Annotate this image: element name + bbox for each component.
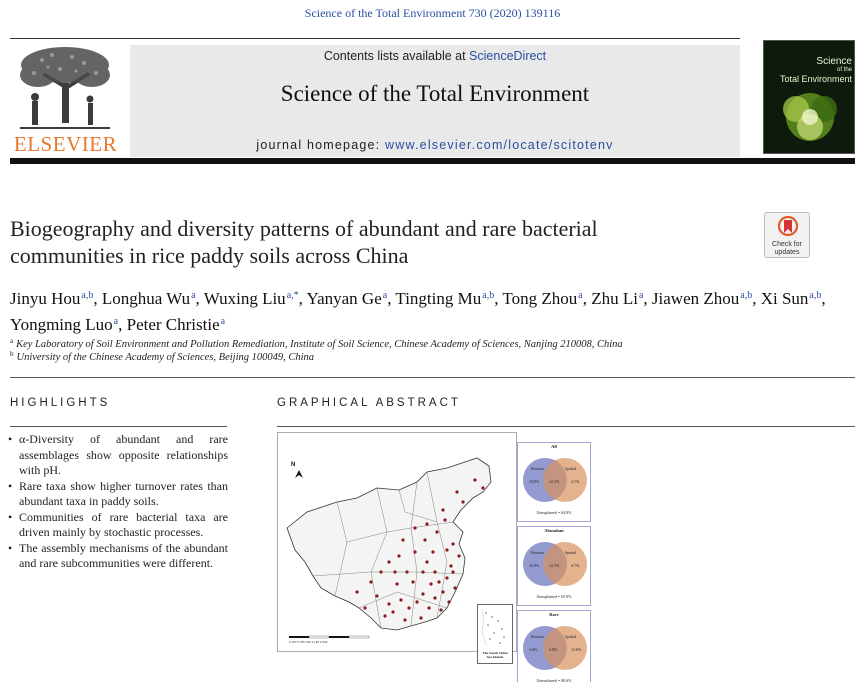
sampling-site-dot	[461, 500, 464, 503]
author-separator: ,	[387, 289, 396, 308]
sampling-site-dot	[431, 550, 434, 553]
author-affiliation-marker[interactable]: a,*	[286, 290, 299, 301]
sampling-site-dot	[441, 590, 444, 593]
contents-line	[130, 49, 740, 63]
author-name[interactable]: Yanyan Ge	[306, 289, 382, 308]
sampling-site-dot	[411, 580, 414, 583]
south-china-sea-inset	[477, 604, 513, 664]
sampling-site-dot	[425, 522, 428, 525]
sampling-site-dot	[405, 570, 408, 573]
author-name[interactable]: Xi Sun	[760, 289, 809, 308]
homepage-line	[130, 138, 740, 152]
venn-right-label: Spatial	[565, 466, 577, 471]
check-updates-label	[765, 241, 809, 257]
graphical-abstract-rule	[277, 426, 855, 427]
sampling-site-dot	[393, 570, 396, 573]
venn-overlap-value: 12.1%	[549, 479, 560, 484]
venn-left-label: Environ.	[531, 550, 545, 555]
journal-header-band	[130, 45, 740, 157]
bookmark-refresh-icon	[778, 216, 798, 240]
inset-map-icon	[478, 605, 512, 649]
sampling-site-dot	[387, 602, 390, 605]
author-affiliation-marker[interactable]: a	[638, 290, 644, 301]
inset-label-line2: Sea Islands	[486, 655, 504, 659]
venn-left-value: 19.0%	[529, 479, 540, 484]
cover-title-line1: Science	[816, 56, 852, 67]
author-affiliation-marker[interactable]: a,b	[809, 290, 822, 301]
author-name[interactable]: Jinyu Hou	[10, 289, 81, 308]
author-affiliation-marker[interactable]: a	[191, 290, 196, 301]
check-updates-line1: Check for	[772, 241, 802, 248]
sampling-site-dot	[413, 550, 416, 553]
sampling-site-dot	[407, 606, 410, 609]
venn-unexplained: Unexplained = 65.9%	[536, 594, 572, 599]
sampling-site-dot	[437, 580, 440, 583]
sampling-site-dot	[413, 526, 416, 529]
venn-right-value: 12.0%	[571, 647, 582, 652]
highlight-item: • α-Diversity of abundant and rare assemblages show opposite relationships with pH.	[8, 432, 228, 479]
sampling-site-dot	[429, 582, 432, 585]
author-name[interactable]: Yongming Luo	[10, 315, 113, 334]
author-name[interactable]: Wuxing Liu	[203, 289, 286, 308]
sampling-site-dot	[433, 596, 436, 599]
author-separator: ,	[195, 289, 204, 308]
author-name[interactable]: Peter Christie	[126, 315, 220, 334]
venn-right-label: Spatial	[565, 634, 577, 639]
sampling-site-dot	[449, 564, 452, 567]
cover-title-line2: of the	[836, 67, 852, 73]
author-affiliation-marker[interactable]: a,b	[740, 290, 753, 301]
cover-artwork-icon	[772, 87, 848, 147]
sampling-site-dot	[423, 538, 426, 541]
venn-unexplained: Unexplained = 80.6%	[536, 678, 572, 682]
sampling-site-dot	[451, 542, 454, 545]
header-top-rule	[10, 38, 740, 39]
venn-left-value: 3.6%	[529, 647, 538, 652]
sampling-site-dot	[447, 600, 450, 603]
sampling-site-dot	[355, 590, 358, 593]
highlights-heading: HIGHLIGHTS	[10, 397, 111, 409]
contents-prefix: Contents lists available at	[323, 49, 470, 63]
author-separator: ,	[752, 289, 761, 308]
homepage-prefix: journal homepage:	[256, 138, 386, 152]
sampling-site-dot	[419, 616, 422, 619]
sampling-site-dot	[383, 614, 386, 617]
affiliation-text-b: University of the Chinese Academy of Sciences, Beijing 100049, China	[16, 352, 315, 363]
sampling-site-dot	[387, 560, 390, 563]
author-name[interactable]: Tingting Mu	[395, 289, 482, 308]
venn-overlap-value: 12.5%	[549, 563, 560, 568]
publisher-name: ELSEVIER	[13, 132, 118, 156]
venn-left-value: 16.9%	[529, 563, 540, 568]
author-separator: ,	[118, 315, 127, 334]
author-separator: ,	[298, 289, 307, 308]
author-affiliation-marker[interactable]: a	[382, 290, 388, 301]
venn-panel-rare	[517, 610, 591, 682]
scale-labels: 0 187.5 375 750 1,125 1,500	[289, 640, 328, 644]
sampling-site-dot	[481, 486, 484, 489]
author-separator: ,	[582, 289, 592, 308]
venn-unexplained: Unexplained = 64.8%	[536, 510, 572, 515]
sampling-site-dot	[443, 518, 446, 521]
affiliation-text-a: Key Laboratory of Soil Environment and Pollution Remediation, Institute of Soil Science, Chinese Academy of Sciences, Nanjing 210008, China	[16, 339, 623, 350]
author-name[interactable]: Tong Zhou	[502, 289, 578, 308]
graphical-abstract-heading: GRAPHICAL ABSTRACT	[277, 397, 461, 409]
sampling-site-dot	[455, 490, 458, 493]
sampling-site-dot	[379, 570, 382, 573]
sampling-site-dot	[427, 606, 430, 609]
sampling-site-dot	[369, 580, 372, 583]
affiliation-key-b: b	[10, 350, 14, 358]
article-title	[10, 215, 730, 269]
check-updates-line2: updates	[774, 249, 800, 256]
highlights-rule	[10, 426, 227, 427]
author-affiliation-marker[interactable]: a	[113, 316, 119, 327]
scale-bar	[289, 636, 369, 638]
author-affiliation-marker[interactable]: a	[578, 290, 583, 301]
sciencedirect-link[interactable]: ScienceDirect	[469, 49, 547, 63]
highlight-item: • Communities of rare bacterial taxa are driven mainly by stochastic processes.	[8, 510, 228, 541]
sampling-site-dot	[445, 548, 448, 551]
affiliation-b	[10, 350, 314, 363]
sampling-site-dot	[421, 570, 424, 573]
journal-citation[interactable]: Science of the Total Environment 730 (2020) 139116	[304, 6, 561, 20]
affiliation-a	[10, 337, 623, 350]
north-arrow-icon	[295, 470, 303, 478]
journal-title: Science of the Total Environment	[280, 81, 590, 106]
sampling-site-dot	[397, 554, 400, 557]
header-bottom-rule	[10, 158, 855, 164]
sampling-site-dot	[375, 594, 378, 597]
inset-label-line1: The South China	[482, 651, 508, 655]
sampling-site-dot	[425, 560, 428, 563]
cover-title-line3: Total Environment	[779, 74, 852, 84]
section-divider	[10, 377, 855, 378]
author-name[interactable]: Zhu Li	[591, 289, 638, 308]
sampling-site-dot	[473, 478, 476, 481]
sampling-site-dot	[445, 576, 448, 579]
sampling-site-dot	[451, 570, 454, 573]
graphical-abstract-figure[interactable]	[277, 432, 607, 682]
highlight-item: • The assembly mechanisms of the abundant and rare subcommunities were different.	[8, 541, 228, 572]
sampling-site-dot	[401, 538, 404, 541]
homepage-link[interactable]: www.elsevier.com/locate/scitotenv	[385, 138, 614, 152]
sampling-site-dot	[395, 582, 398, 585]
sampling-site-dot	[403, 618, 406, 621]
sampling-site-dot	[363, 606, 366, 609]
check-for-updates-button[interactable]	[764, 212, 810, 258]
venn-overlap-value: 3.8%	[549, 647, 558, 652]
author-separator: ,	[494, 289, 503, 308]
article-title-line1: Biogeography and diversity patterns of abundant and rare bacterial	[10, 216, 598, 241]
sampling-site-dot	[457, 554, 460, 557]
sampling-site-dot	[421, 592, 424, 595]
highlights-list	[8, 432, 228, 572]
sampling-site-dot	[435, 530, 438, 533]
venn-diagram	[519, 536, 591, 592]
author-separator: ,	[821, 289, 826, 308]
venn-left-label: Environ.	[531, 466, 545, 471]
affiliation-key-a: a	[10, 337, 14, 345]
venn-left-label: Environ.	[531, 634, 545, 639]
elsevier-tree-icon	[12, 45, 118, 129]
inset-label	[478, 651, 512, 659]
north-label: N	[291, 462, 296, 468]
author-affiliation-marker[interactable]: a,b	[81, 290, 94, 301]
author-affiliation-marker[interactable]: a	[220, 316, 226, 327]
venn-right-value: 4.7%	[571, 563, 580, 568]
highlight-item: • Rare taxa show higher turnover rates than abundant taxa in paddy soils.	[8, 479, 228, 510]
sampling-site-dot	[391, 610, 394, 613]
author-separator: ,	[643, 289, 652, 308]
sampling-site-dot	[453, 586, 456, 589]
venn-right-label: Spatial	[565, 550, 577, 555]
elsevier-logo[interactable]	[8, 45, 123, 157]
author-name[interactable]: Jiawen Zhou	[651, 289, 740, 308]
venn-panel-all	[517, 442, 591, 522]
author-affiliation-marker[interactable]: a,b	[482, 290, 495, 301]
venn-title: Rare	[549, 612, 559, 617]
sampling-site-dot	[399, 598, 402, 601]
article-title-line2: communities in rice paddy soils across China	[10, 243, 409, 268]
sampling-site-dot	[433, 570, 436, 573]
sampling-site-dot	[439, 608, 442, 611]
sampling-site-dot	[441, 508, 444, 511]
cover-title	[768, 57, 852, 84]
author-separator: ,	[93, 289, 102, 308]
venn-title: Abundant	[544, 528, 564, 533]
venn-panel-abundant	[517, 526, 591, 606]
venn-title: All	[551, 444, 557, 449]
venn-diagram	[519, 452, 591, 508]
author-list	[10, 284, 860, 336]
venn-diagram	[519, 620, 591, 676]
journal-cover-thumbnail[interactable]	[763, 40, 855, 154]
sampling-site-dot	[415, 600, 418, 603]
author-name[interactable]: Longhua Wu	[101, 289, 191, 308]
venn-right-value: 4.1%	[571, 479, 580, 484]
